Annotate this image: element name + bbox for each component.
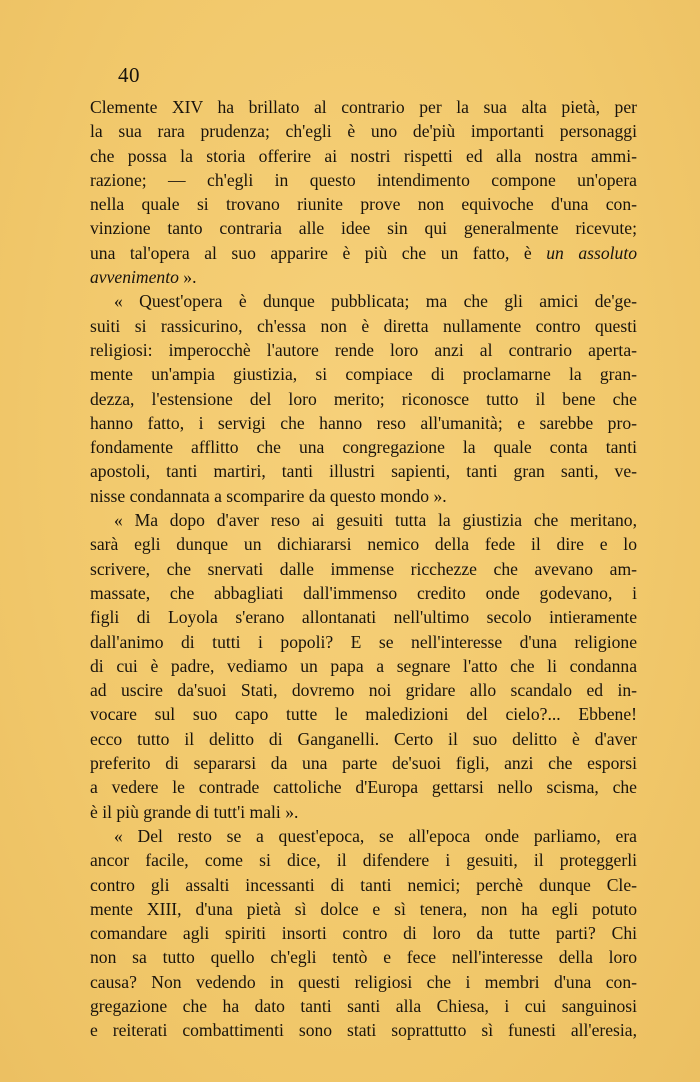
text-segment: vocare sul suo capo tutte le maledizioni del cielo?... Ebbene! — [90, 704, 637, 725]
text-segment: che possa la storia offerire ai nostri rispetti ed alla nostra ammi- — [90, 145, 637, 166]
text-segment: gregazione che ha dato tanti santi alla Chiesa, i cui sanguinosi — [90, 995, 637, 1016]
text-segment: dezza, l'estensione del loro merito; riconosce tutto il bene che — [90, 388, 637, 409]
text-line — [90, 945, 637, 969]
text-line — [90, 484, 637, 508]
text-segment: una tal'opera al suo apparire è più che un fatto, è — [90, 242, 547, 263]
text-line — [90, 970, 637, 994]
text-segment: a vedere le contrade cattoliche d'Europa gettarsi nello scisma, che — [90, 777, 637, 798]
text-segment: nisse condannata a scomparire da questo mondo ». — [90, 485, 447, 506]
text-line — [90, 144, 637, 168]
text-line — [90, 751, 637, 775]
text-line — [90, 314, 637, 338]
text-line — [90, 435, 637, 459]
page-number: 40 — [118, 63, 140, 87]
text-line — [90, 630, 637, 654]
text-segment: hanno fatto, i servigi che hanno reso all'umanità; e sarebbe pro- — [90, 412, 637, 433]
text-line — [90, 168, 637, 192]
text-segment: ancor facile, come si dice, il difendere i gesuiti, il proteggerli — [90, 850, 637, 871]
text-segment: comandare agli spiriti insorti contro di loro da tutte parti? Chi — [90, 923, 637, 944]
text-segment: ad uscire da'suoi Stati, dovremo noi gridare allo scandalo ed in- — [90, 680, 637, 701]
text-segment: mente un'ampia giustizia, si compiace di proclamarne la gran- — [90, 364, 637, 385]
text-line — [90, 119, 637, 143]
text-line — [90, 192, 637, 216]
text-segment: razione; — ch'egli in questo intendimento compone un'opera — [90, 169, 637, 190]
text-line — [90, 95, 637, 119]
text-line — [90, 1018, 637, 1042]
text-segment: mente XIII, d'una pietà sì dolce e sì tenera, non ha egli potuto — [90, 898, 637, 919]
text-segment: contro gli assalti incessanti di tanti nemici; perchè dunque Cle- — [90, 874, 637, 895]
italic-segment: un assoluto — [546, 242, 638, 263]
text-line — [90, 873, 637, 897]
text-segment: suiti si rassicurino, ch'essa non è diretta nullamente contro questi — [90, 315, 637, 336]
text-line — [90, 411, 637, 435]
text-line — [90, 678, 637, 702]
text-segment: sarà egli dunque un dichiararsi nemico della fede il dire e lo — [90, 534, 637, 555]
text-line — [90, 362, 637, 386]
text-segment: non sa tutto quello ch'egli tentò e fece nell'interesse della loro — [90, 947, 637, 968]
text-segment: ». — [178, 267, 197, 288]
text-line — [90, 994, 637, 1018]
text-line — [90, 702, 637, 726]
text-segment: « Del resto se a quest'epoca, se all'epoca onde parliamo, era — [114, 825, 637, 846]
text-line — [90, 605, 637, 629]
text-line — [90, 459, 637, 483]
text-segment: « Quest'opera è dunque pubblicata; ma che gli amici de'ge- — [114, 291, 637, 312]
text-line — [90, 387, 637, 411]
body-text — [90, 95, 637, 1043]
text-line — [90, 727, 637, 751]
text-line — [90, 654, 637, 678]
text-line — [90, 532, 637, 556]
text-segment: fondamente afflitto che una congregazione la quale conta tanti — [90, 437, 637, 458]
text-line — [90, 241, 637, 265]
text-segment: ecco tutto il delitto di Ganganelli. Certo il suo delitto è d'aver — [90, 728, 637, 749]
text-segment: e reiterati combattimenti sono stati soprattutto sì funesti all'eresia, — [90, 1020, 637, 1041]
text-segment: massate, che abbagliati dall'immenso credito onde godevano, i — [90, 582, 637, 603]
text-line — [90, 338, 637, 362]
text-segment: scrivere, che snervati dalle immense ricchezze che avevano am- — [90, 558, 637, 579]
text-line — [90, 800, 637, 824]
italic-segment: avvenimento — [90, 267, 179, 288]
text-segment: religiosi: imperocchè l'autore rende loro anzi al contrario aperta- — [90, 339, 637, 360]
text-line — [90, 897, 637, 921]
text-segment: causa? Non vedendo in questi religiosi che i membri d'una con- — [90, 971, 637, 992]
text-segment: la sua rara prudenza; ch'egli è uno de'più importanti personaggi — [90, 121, 637, 142]
text-line — [90, 557, 637, 581]
text-segment: dall'animo di tutti i popoli? E se nell'interesse d'una religione — [90, 631, 637, 652]
text-line — [90, 848, 637, 872]
text-segment: apostoli, tanti martiri, tanti illustri sapienti, tanti gran santi, ve- — [90, 461, 637, 482]
text-line — [90, 581, 637, 605]
text-segment: « Ma dopo d'aver reso ai gesuiti tutta la giustizia che meritano, — [114, 510, 637, 531]
text-line — [90, 289, 637, 313]
text-line — [90, 921, 637, 945]
text-line — [90, 775, 637, 799]
text-segment: nella quale si trovano riunite prove non equivoche d'una con- — [90, 194, 637, 215]
text-segment: Clemente XIV ha brillato al contrario per la sua alta pietà, per — [90, 97, 637, 117]
text-segment: è il più grande di tutt'i mali ». — [90, 801, 299, 822]
text-segment: figli di Loyola s'erano allontanati nell'ultimo secolo intieramente — [90, 607, 637, 628]
text-segment: preferito di separarsi da una parte de'suoi figli, anzi che esporsi — [90, 753, 637, 774]
text-segment: di cui è padre, vediamo un papa a segnare l'atto che li condanna — [90, 655, 637, 676]
text-line — [90, 265, 637, 289]
text-segment: vinzione tanto contraria alle idee sin qui generalmente ricevute; — [90, 218, 637, 239]
text-line — [90, 824, 637, 848]
text-line — [90, 508, 637, 532]
text-line — [90, 216, 637, 240]
